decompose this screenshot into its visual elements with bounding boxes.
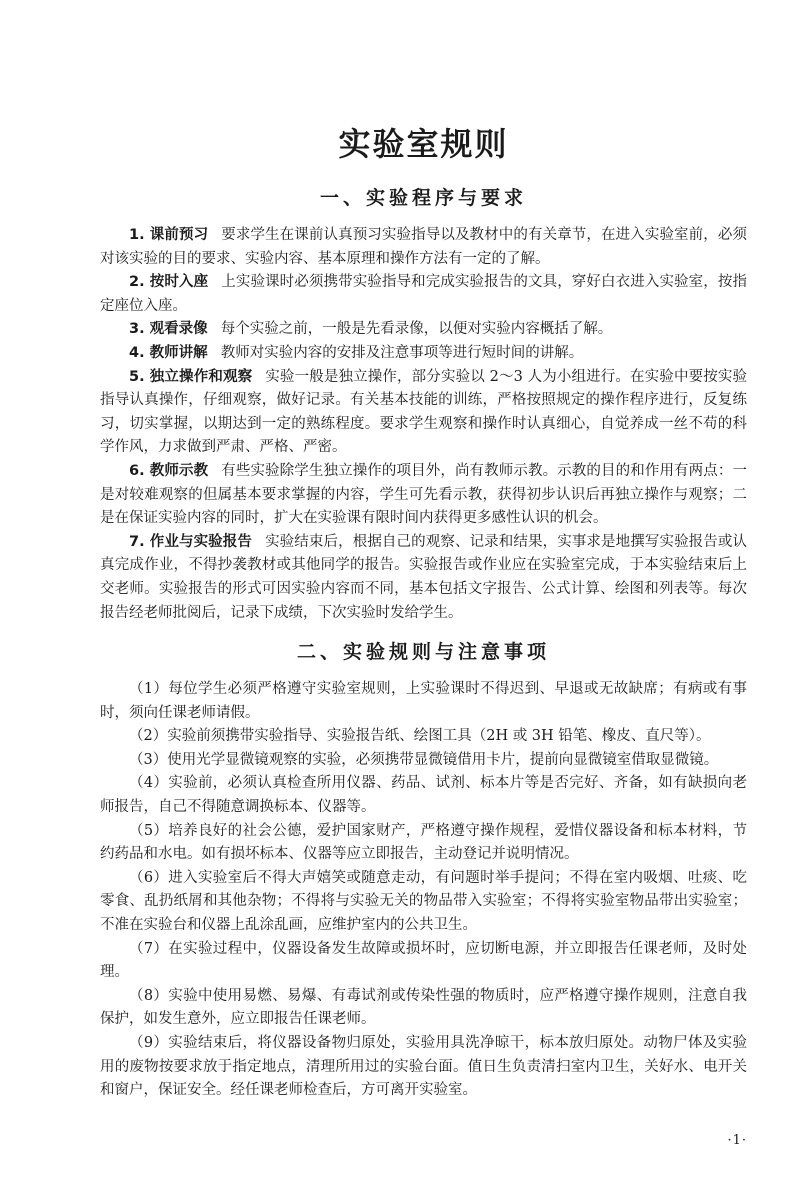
rule-item: （3）使用光学显微镜观察的实验，必须携带显微镜借用卡片，提前向显微镜室借取显微镜。 [129,751,719,768]
procedure-item [100,366,747,460]
procedure-item [100,460,747,531]
section-heading-rules: 二、实验规则与注意事项 [296,641,550,663]
rule-item: （7）在实验过程中，仪器设备发生故障或损坏时，应切断电源，并立即报告任课老师，及时处理。 [100,940,747,981]
procedure-term: 5. 独立操作和观察 [129,368,253,385]
procedure-item [100,342,747,366]
procedure-term: 7. 作业与实验报告 [129,533,253,550]
rule-item: （5）培养良好的社会公德，爱护国家财产，严格遵守操作规程，爱惜仪器设备和标本材料，节约药品和水电。如有损坏标本、仪器等应立即报告，主动登记并说明情况。 [100,822,747,863]
document-page [100,0,747,1200]
rule-item: （6）进入实验室后不得大声嬉笑或随意走动，有问题时举手提问；不得在室内吸烟、吐痰、吃零食、乱扔纸屑和其他杂物；不得将与实验无关的物品带入实验室；不得将实验室物品带出实验室；不准在实验台和仪器上乱涂乱画，应维护室内的公共卫生。 [100,869,747,933]
rule-item: （2）实验前须携带实验指导、实验报告纸、绘图工具（2H 或 3H 铅笔、橡皮、直尺等）。 [129,728,711,745]
procedure-text: 实验结束后，根据自己的观察、记录和结果，实事求是地撰写实验报告或认真完成作业，不得抄袭教材或其他同学的报告。实验报告或作业应在实验室完成，于本实验结束后上交老师。实验报告的形式可因实验内容而不同，基本包括文字报告、公式计算、绘图和列表等。每次报告经老师批阅后，记录下成绩，下次实验时发给学生。 [100,533,747,621]
page-number: ·1· [727,1133,747,1148]
page-title: 实验室规则 [338,125,509,163]
procedure-text: 有些实验除学生独立操作的项目外，尚有教师示教。示教的目的和作用有两点：一是对较难观察的但属基本要求掌握的内容，学生可先看示教，获得初步认识后再独立操作与观察；二是在保证实验内容的同时，扩大在实验课有限时间内获得更多感性认识的机会。 [100,462,747,527]
procedure-term: 6. 教师示教 [129,462,209,479]
procedure-term: 1. 课前预习 [129,227,209,243]
procedure-text: 每个实验之前，一般是先看录像，以便对实验内容概括了解。 [220,321,613,338]
section-heading-procedures: 一、实验程序与要求 [319,187,527,209]
procedure-item [100,318,747,342]
procedure-text: 要求学生在课前认真预习实验指导以及教材中的有关章节，在进入实验室前，必须对该实验的目的要求、实验内容、基本原理和操作方法有一定的了解。 [100,227,747,267]
procedure-term: 4. 教师讲解 [129,344,208,361]
procedure-item [100,224,747,271]
rule-item: （8）实验中使用易燃、易爆、有毒试剂或传染性强的物质时，应严格遵守操作规则，注意自我保护，如发生意外，应立即报告任课老师。 [100,987,747,1028]
procedure-text: 上实验课时必须携带实验指导和完成实验报告的文具，穿好白衣进入实验室，按指定座位入座。 [100,274,747,314]
procedure-item [100,271,747,318]
procedure-text: 实验一般是独立操作，部分实验以 2～3 人为小组进行。在实验中要按实验指导认真操作，仔细观察，做好记录。有关基本技能的训练，严格按照规定的操作程序进行，反复练习，切实掌握，以期达到一定的熟练程度。要求学生观察和操作时认真细心，自觉养成一丝不苟的科学作风，力求做到严肃、严格、严密。 [100,368,747,456]
section-procedures-body [100,224,747,625]
rule-item: （9）实验结束后，将仪器设备物归原处，实验用具洗净晾干，标本放归原处。动物尸体及实验用的废物按要求放于指定地点，清理所用过的实验台面。值日生负责清扫室内卫生，关好水、电开关和窗户，保证安全。经任课老师检查后，方可离开实验室。 [100,1034,747,1099]
procedure-text: 教师对实验内容的安排及注意事项等进行短时间的讲解。 [220,344,584,361]
procedure-item [100,531,747,625]
procedure-term: 3. 观看录像 [129,321,208,338]
rule-item: （4）实验前，必须认真检查所用仪器、药品、试剂、标本片等是否完好、齐备，如有缺损向老师报告，自己不得随意调换标本、仪器等。 [100,775,747,815]
rule-item: （1）每位学生必须严格遵守实验室规则，上实验课时不得迟到、早退或无故缺席；有病或有事时，须向任课老师请假。 [100,681,747,721]
section-rules-body [100,678,747,1103]
procedure-term: 2. 按时入座 [129,274,209,291]
